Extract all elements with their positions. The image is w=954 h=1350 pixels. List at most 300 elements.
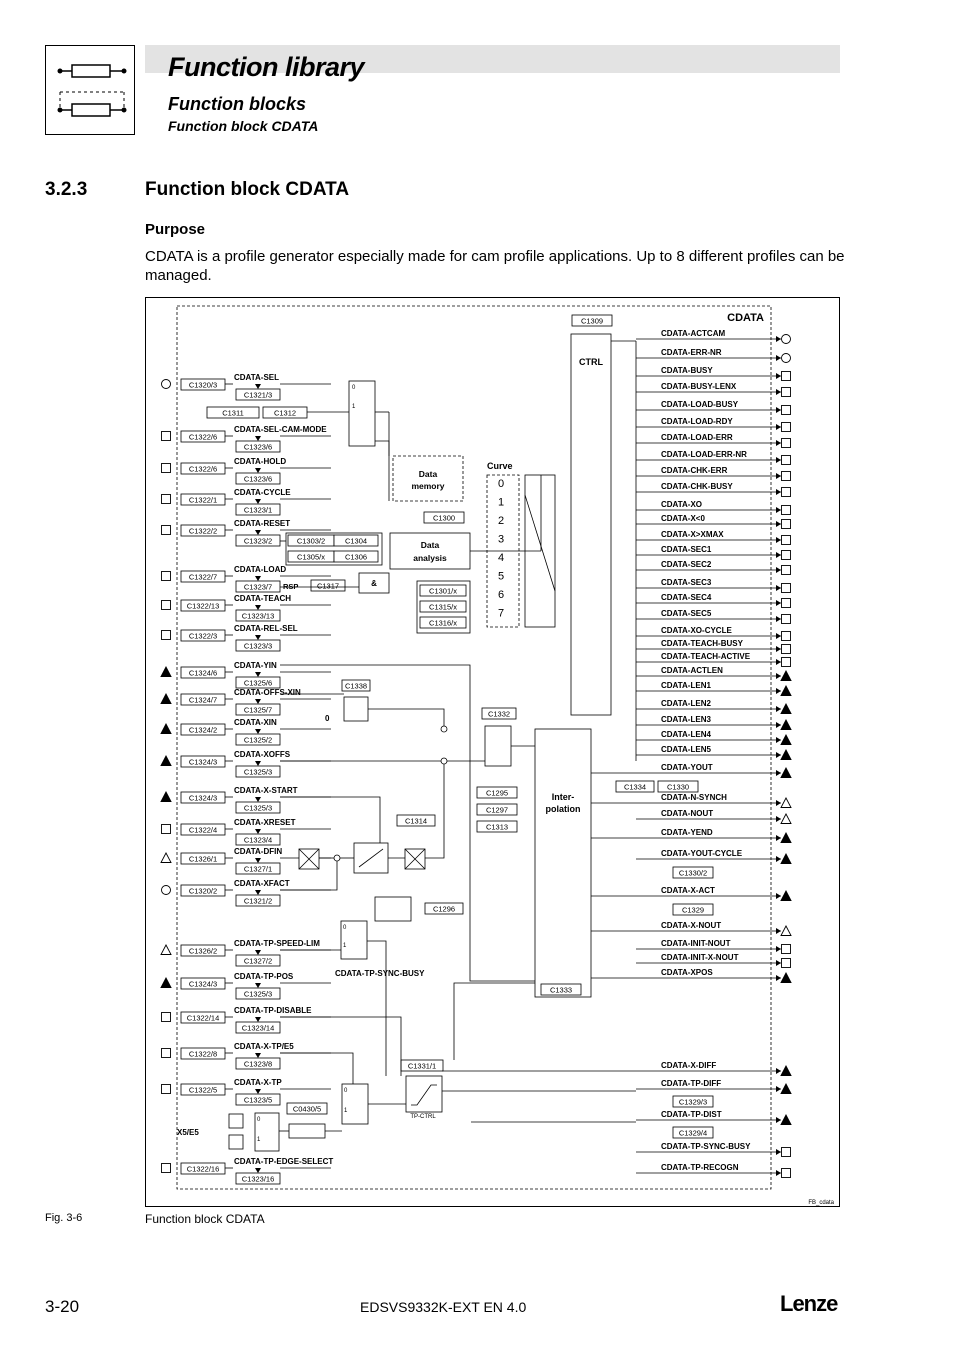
port-triangle-open-icon	[781, 814, 791, 824]
port-square-icon	[782, 406, 791, 415]
arrow-head	[776, 355, 781, 361]
output-name: CDATA-INIT-NOUT	[661, 939, 731, 948]
port-square-icon	[782, 456, 791, 465]
port-triangle-icon	[161, 694, 171, 704]
c1296-box-label: C1296	[432, 904, 456, 914]
document-id: EDSVS9332K-EXT EN 4.0	[360, 1299, 527, 1315]
port-square-icon	[782, 388, 791, 397]
curve-number: 3	[497, 533, 505, 546]
output-name: CDATA-LEN1	[661, 681, 711, 690]
input-code-label: C1324/2	[188, 725, 218, 735]
arrow-head	[776, 567, 781, 573]
input-name: CDATA-YIN	[234, 661, 277, 670]
input-code-label: C1326/2	[188, 946, 218, 956]
page-title: Function library	[168, 52, 365, 82]
arrow-head	[776, 816, 781, 822]
port-triangle-icon	[161, 667, 171, 677]
input-name: CDATA-XIN	[234, 718, 277, 727]
signal-line	[368, 709, 444, 726]
port-square-icon	[782, 439, 791, 448]
arrow-head	[776, 457, 781, 463]
sum-junction	[334, 855, 340, 861]
output-name: CDATA-ERR-NR	[661, 348, 722, 357]
ctrl-block	[571, 334, 611, 715]
c1317-box-label: C1317	[316, 581, 340, 591]
port-triangle-icon	[781, 1066, 791, 1076]
port-square-icon	[162, 526, 171, 535]
port-triangle-icon	[161, 756, 171, 766]
c1300-box-label: C1300	[432, 513, 456, 523]
input-param-label: C1327/2	[243, 956, 273, 966]
port-square-icon	[162, 1085, 171, 1094]
section-number: 3.2.3	[45, 179, 88, 200]
output-name: CDATA-TP-DIST	[661, 1110, 722, 1119]
switch-label: 1	[343, 943, 347, 949]
curve-number: 7	[497, 607, 505, 620]
port-square-icon	[782, 1148, 791, 1157]
input-param-label: C1323/7	[243, 582, 273, 592]
port-square-icon	[782, 615, 791, 624]
port-square-icon	[782, 506, 791, 515]
input-name: CDATA-SEL	[234, 373, 280, 382]
signal-line	[280, 1017, 401, 1076]
input-code-label: C1320/2	[188, 886, 218, 896]
arrow-head	[776, 521, 781, 527]
arrow-head	[255, 983, 261, 988]
port-triangle-open-icon	[161, 853, 171, 863]
arrow-head	[255, 499, 261, 504]
curve-number: 5	[497, 570, 505, 583]
output-name: CDATA-TP-SYNC-BUSY	[661, 1142, 751, 1151]
port-circle-icon	[162, 380, 171, 389]
arrow-head	[776, 600, 781, 606]
output-name: CDATA-SEC3	[661, 578, 712, 587]
input-param-label: C1325/3	[243, 989, 273, 999]
port-triangle-icon	[781, 891, 791, 901]
input-code-label: C1324/6	[188, 668, 218, 678]
input-code-label: C1320/3	[188, 380, 218, 390]
port-triangle-icon	[781, 768, 791, 778]
input-param-label: C1323/6	[243, 442, 273, 452]
output-name: CDATA-YOUT-CYCLE	[661, 849, 743, 858]
switch-label: 1	[344, 1108, 348, 1114]
input-code-label: C1322/16	[186, 1164, 220, 1174]
zero-label: 0	[325, 714, 330, 723]
arrow-head	[255, 384, 261, 389]
port-square-icon	[782, 599, 791, 608]
c1301-box-label: C1301/x	[429, 586, 457, 596]
arrow-head	[776, 800, 781, 806]
c1334-box-label: C1334	[623, 782, 647, 792]
output-name: CDATA-SEC1	[661, 545, 712, 554]
output-name: CDATA-NOUT	[661, 809, 714, 818]
port-square-icon	[782, 632, 791, 641]
output-name: CDATA-XO	[661, 500, 703, 509]
port-triangle-icon	[161, 724, 171, 734]
port-square-icon	[782, 372, 791, 381]
input-name: CDATA-TP-EDGE-SELECT	[234, 1157, 334, 1166]
port-square-icon	[162, 1049, 171, 1058]
port-square-icon	[162, 495, 171, 504]
arrow-head	[255, 761, 261, 766]
port-circle-icon	[782, 335, 791, 344]
arrow-head	[776, 424, 781, 430]
port-square-icon	[782, 566, 791, 575]
output-name: CDATA-LEN2	[661, 699, 711, 708]
input-code-label: C1322/4	[188, 825, 218, 835]
c1338-box-label: C1338	[344, 681, 368, 691]
arrow-head	[255, 1017, 261, 1022]
port-triangle-open-icon	[781, 926, 791, 936]
arrow-head	[255, 950, 261, 955]
c1329-3-box-label: C1329/3	[678, 1097, 708, 1107]
page-subsubtitle: Function block CDATA	[168, 118, 319, 134]
arrow-head	[776, 893, 781, 899]
port-square-icon	[782, 658, 791, 667]
port-square-icon	[162, 825, 171, 834]
output-name: CDATA-X>XMAX	[661, 530, 724, 539]
port-triangle-icon	[161, 792, 171, 802]
output-name: CDATA-LOAD-BUSY	[661, 400, 739, 409]
c1313-box-label: C1313	[485, 822, 509, 832]
tp-ctrl-label: TP-CTRL	[410, 1114, 436, 1120]
port-square-icon	[782, 551, 791, 560]
port-square-icon	[782, 1169, 791, 1178]
input-param-label: C1323/14	[241, 1023, 275, 1033]
arrow-head	[776, 489, 781, 495]
switch-label: 0	[344, 1088, 348, 1094]
port-square-icon	[162, 631, 171, 640]
arrow-head	[776, 507, 781, 513]
arrow-head	[776, 975, 781, 981]
port-square-icon	[162, 464, 171, 473]
arrow-head	[776, 585, 781, 591]
output-name: CDATA-BUSY	[661, 366, 713, 375]
and-label: &	[371, 579, 377, 588]
arrow-head	[776, 673, 781, 679]
input-param-label: C1325/3	[243, 767, 273, 777]
signal-line	[375, 441, 389, 501]
output-name: CDATA-XPOS	[661, 968, 713, 977]
output-name: CDATA-LEN3	[661, 715, 711, 724]
port-triangle-icon	[781, 720, 791, 730]
input-code-label: C1322/3	[188, 631, 218, 641]
curve-label: Curve	[487, 461, 513, 471]
port-square-icon	[162, 1164, 171, 1173]
input-name: CDATA-OFFS-XIN	[234, 688, 301, 697]
input-name: CDATA-X-START	[234, 786, 298, 795]
rising-edge-icon	[229, 1114, 243, 1128]
input-param-label: C1325/6	[243, 678, 273, 688]
sync-busy-label: CDATA-TP-SYNC-BUSY	[335, 969, 425, 978]
input-param-label: C1325/2	[243, 735, 273, 745]
input-param-label: C1323/16	[241, 1174, 275, 1184]
arrow-head	[776, 1149, 781, 1155]
input-name: CDATA-LOAD	[234, 565, 287, 574]
c1330-2-box-label: C1330/2	[678, 868, 708, 878]
input-name: CDATA-XOFFS	[234, 750, 291, 759]
port-triangle-open-icon	[161, 945, 171, 955]
port-triangle-icon	[781, 704, 791, 714]
section-title: Function block CDATA	[145, 179, 350, 200]
signal-line	[280, 1053, 353, 1084]
port-triangle-icon	[781, 750, 791, 760]
arrow-head	[776, 552, 781, 558]
input-code-label: C1322/7	[188, 572, 218, 582]
data-memory-label: memory	[411, 481, 445, 491]
port-triangle-icon	[781, 833, 791, 843]
interpolation-label: polation	[545, 804, 581, 814]
output-name: CDATA-TEACH-ACTIVE	[661, 652, 751, 661]
c1330-box-label: C1330	[666, 782, 690, 792]
port-triangle-icon	[781, 735, 791, 745]
arrow-head	[776, 1086, 781, 1092]
port-square-icon	[782, 536, 791, 545]
arrow-head	[255, 797, 261, 802]
sum-junction	[441, 726, 447, 732]
port-triangle-icon	[781, 1084, 791, 1094]
arrow-head	[255, 672, 261, 677]
output-name: CDATA-XO-CYCLE	[661, 626, 732, 635]
page-number: 3-20	[45, 1297, 80, 1316]
input-code-label: C1324/7	[188, 695, 218, 705]
arrow-head	[255, 468, 261, 473]
figure-label: Fig. 3-6	[45, 1212, 83, 1224]
output-name: CDATA-ACTCAM	[661, 329, 726, 338]
input-code-label: C1324/3	[188, 979, 218, 989]
output-name: CDATA-ACTLEN	[661, 666, 723, 675]
arrow-head	[255, 890, 261, 895]
c1329-4-box-label: C1329/4	[678, 1128, 708, 1138]
c1312-box-label: C1312	[273, 408, 297, 418]
purpose-heading: Purpose	[145, 221, 206, 238]
c1332-box-label: C1332	[487, 709, 511, 719]
data-analysis-label: Data	[420, 540, 440, 550]
c1295-box-label: C1295	[485, 788, 509, 798]
input-code-label: C1322/14	[186, 1013, 220, 1023]
output-name: CDATA-TEACH-BUSY	[661, 639, 743, 648]
arrow-head	[255, 635, 261, 640]
rsp-label: RSP	[283, 582, 299, 591]
arrow-head	[776, 706, 781, 712]
output-name: CDATA-BUSY-LENX	[661, 382, 737, 391]
c1314-box-label: C1314	[404, 816, 428, 826]
input-code-label: C1324/3	[188, 757, 218, 767]
arrow-head	[776, 856, 781, 862]
c1297-box-label: C1297	[485, 805, 509, 815]
signal-line	[425, 764, 444, 858]
input-param-label: C1323/6	[243, 474, 273, 484]
port-square-icon	[162, 1013, 171, 1022]
input-param-label: C1323/8	[243, 1059, 273, 1069]
input-name: CDATA-REL-SEL	[234, 624, 298, 633]
c1329-box-label: C1329	[681, 905, 705, 915]
c1306-box-label: C1306	[344, 552, 368, 562]
input-param-label: C1323/13	[241, 611, 275, 621]
input-param-label: C1323/4	[243, 835, 273, 845]
input-param-label: C1325/7	[243, 705, 273, 715]
c1332-switch	[485, 726, 511, 766]
input-name: CDATA-X-TP/E5	[234, 1042, 294, 1051]
input-param-label: C1321/2	[243, 896, 273, 906]
output-name: CDATA-SEC2	[661, 560, 712, 569]
arrow-head	[776, 473, 781, 479]
arrow-head	[255, 530, 261, 535]
input-code-label: C1324/3	[188, 793, 218, 803]
port-square-icon	[162, 601, 171, 610]
arrow-head	[776, 752, 781, 758]
output-name: CDATA-YEND	[661, 828, 713, 837]
input-code-label: C1322/1	[188, 495, 218, 505]
input-param-label: C1323/1	[243, 505, 273, 515]
c1309-box-label: C1309	[580, 316, 604, 326]
arrow-head	[255, 605, 261, 610]
output-name: CDATA-LOAD-RDY	[661, 417, 733, 426]
arrow-head	[255, 576, 261, 581]
c1311-box-label: C1311	[222, 408, 244, 418]
arrow-head	[776, 659, 781, 665]
port-circle-icon	[782, 354, 791, 363]
port-square-icon	[782, 520, 791, 529]
input-name: CDATA-RESET	[234, 519, 291, 528]
tp-ctrl-block	[406, 1076, 442, 1112]
cdata-block-diagram	[146, 298, 841, 1208]
port-triangle-icon	[781, 671, 791, 681]
file-tag: FB_cdata	[808, 1200, 834, 1206]
input-name: CDATA-CYCLE	[234, 488, 291, 497]
output-name: CDATA-TP-RECOGN	[661, 1163, 739, 1172]
interpolation-block	[535, 729, 591, 997]
arrow-head	[255, 829, 261, 834]
c1304-box-label: C1304	[344, 536, 368, 546]
curve-number: 6	[497, 589, 505, 601]
input-code-label: C1326/1	[188, 854, 218, 864]
port-square-icon	[782, 423, 791, 432]
data-analysis-label: analysis	[413, 553, 447, 563]
input-name: CDATA-XRESET	[234, 818, 296, 827]
falling-edge-icon	[229, 1135, 243, 1149]
input-name: CDATA-SEL-CAM-MODE	[234, 425, 327, 434]
port-triangle-icon	[781, 1115, 791, 1125]
port-triangle-icon	[781, 973, 791, 983]
input-code-label: C1322/13	[186, 601, 220, 611]
curve-number: 4	[497, 552, 505, 564]
chapter-logo	[45, 45, 135, 135]
arrow-head	[255, 436, 261, 441]
output-name: CDATA-CHK-ERR	[661, 466, 728, 475]
c1331-box-label: C1331/1	[407, 1061, 437, 1071]
arrow-head	[776, 928, 781, 934]
port-square-icon	[162, 432, 171, 441]
ctrl-label: CTRL	[579, 357, 603, 367]
arrow-head	[255, 699, 261, 704]
x5e5-label: X5/E5	[177, 1128, 199, 1137]
input-name: CDATA-DFIN	[234, 847, 283, 856]
output-name: CDATA-INIT-X-NOUT	[661, 953, 739, 962]
arrow-head	[776, 946, 781, 952]
port-square-icon	[782, 488, 791, 497]
c0430-box-label: C0430/5	[292, 1104, 322, 1114]
output-name: CDATA-X-ACT	[661, 886, 715, 895]
output-name: CDATA-N-SYNCH	[661, 793, 727, 802]
figure-caption: Function block CDATA	[145, 1212, 265, 1226]
signal-line	[454, 983, 535, 1060]
input-param-label: C1327/1	[243, 864, 273, 874]
curve-number: 0	[497, 478, 505, 490]
port-triangle-icon	[781, 854, 791, 864]
port-square-icon	[782, 959, 791, 968]
input-name: CDATA-X-TP	[234, 1078, 282, 1087]
figure-frame	[145, 297, 840, 1207]
arrow-head	[776, 633, 781, 639]
input-name: CDATA-HOLD	[234, 457, 287, 466]
input-name: CDATA-TP-POS	[234, 972, 294, 981]
arrow-head	[776, 407, 781, 413]
input-name: CDATA-TEACH	[234, 594, 292, 603]
c1303-box-label: C1303/2	[296, 536, 326, 546]
c1296-switch	[375, 897, 411, 921]
arrow-head	[255, 1053, 261, 1058]
offset-switch	[344, 697, 368, 721]
input-param-label: C1325/3	[243, 803, 273, 813]
arrow-head	[776, 373, 781, 379]
output-name: CDATA-CHK-BUSY	[661, 482, 733, 491]
arrow-head	[776, 1068, 781, 1074]
input-param-label: C1321/3	[243, 390, 273, 400]
input-code-label: C1322/5	[188, 1085, 218, 1095]
input-code-label: C1322/6	[188, 464, 218, 474]
output-name: CDATA-SEC4	[661, 593, 712, 602]
arrow-head	[255, 729, 261, 734]
arrow-head	[776, 770, 781, 776]
arrow-head	[776, 835, 781, 841]
curve-number: 2	[497, 515, 505, 527]
output-name: CDATA-LOAD-ERR	[661, 433, 733, 442]
arrow-head	[776, 616, 781, 622]
switch-label: 0	[257, 1117, 261, 1123]
arrow-head	[776, 737, 781, 743]
c1315-box-label: C1315/x	[429, 602, 457, 612]
c1305-box-label: C1305/x	[297, 552, 325, 562]
arrow-head	[776, 389, 781, 395]
output-name: CDATA-TP-DIFF	[661, 1079, 722, 1088]
input-name: CDATA-XFACT	[234, 879, 290, 888]
c1333-box-label: C1333	[549, 985, 573, 995]
output-name: CDATA-X-DIFF	[661, 1061, 717, 1070]
arrow-head	[776, 537, 781, 543]
arrow-head	[776, 1170, 781, 1176]
port-square-icon	[782, 472, 791, 481]
port-square-icon	[782, 584, 791, 593]
input-name: CDATA-TP-SPEED-LIM	[234, 939, 320, 948]
input-param-label: C1323/5	[243, 1095, 273, 1105]
brand-logo: Lenze	[780, 1291, 838, 1316]
port-triangle-icon	[161, 978, 171, 988]
interpolation-label: Inter-	[551, 792, 575, 802]
switch-label: 1	[257, 1137, 261, 1143]
port-triangle-icon	[781, 686, 791, 696]
arrow-head	[255, 1168, 261, 1173]
function-block-icon	[46, 46, 136, 136]
switch-label: 0	[352, 385, 356, 391]
output-name: CDATA-X<0	[661, 514, 705, 523]
arrow-head	[776, 646, 781, 652]
port-square-icon	[782, 645, 791, 654]
switch-label: 0	[343, 925, 347, 931]
purpose-text: CDATA is a profile generator especially made for cam profile applications. Up to 8 different profiles can be managed.	[145, 248, 845, 284]
sum-junction	[441, 758, 447, 764]
curve-number: 1	[497, 496, 505, 509]
